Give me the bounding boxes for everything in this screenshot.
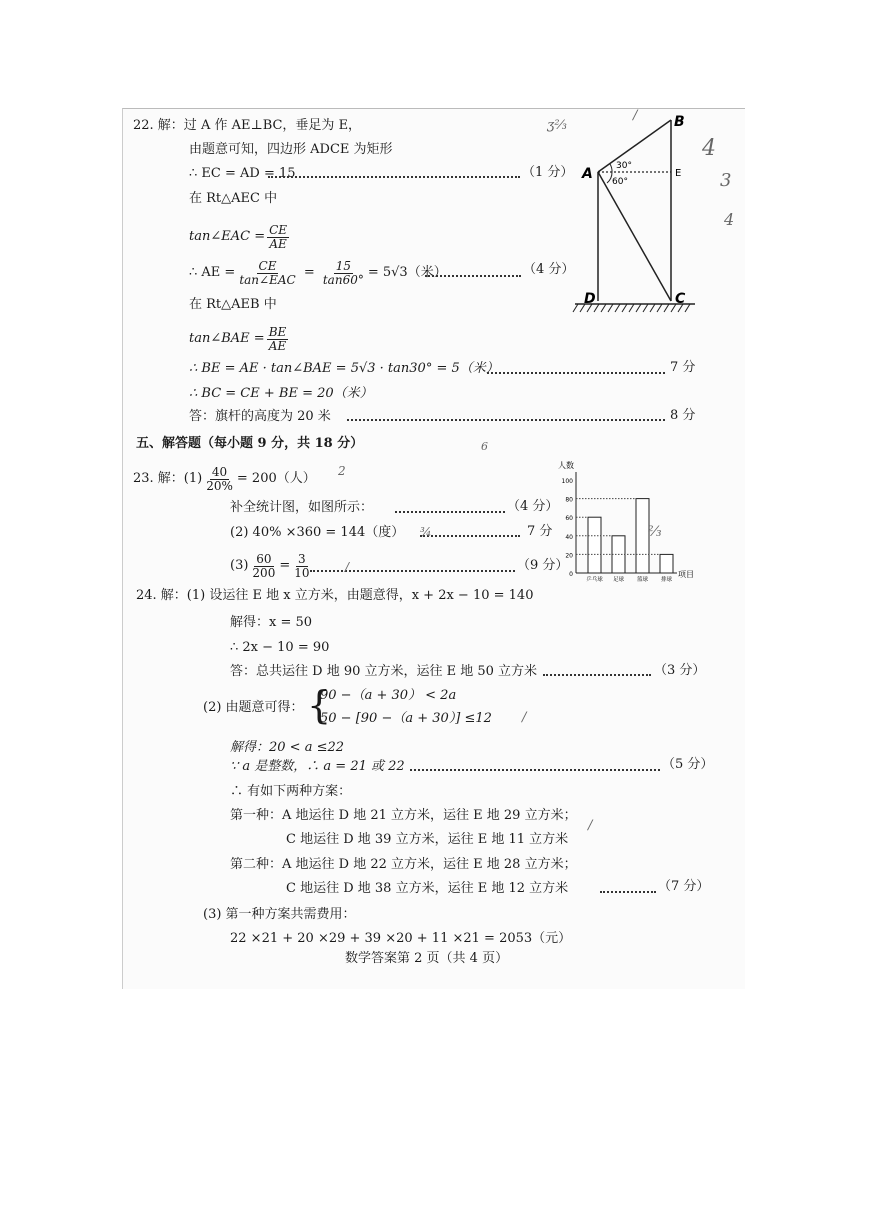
handwritten-mark: /: [522, 710, 527, 725]
handwritten-mark: ⅔: [648, 524, 662, 540]
segment-ab: [598, 120, 671, 172]
q23-fraction: [204, 466, 235, 493]
handwritten-mark: ʒ⅔: [547, 118, 567, 133]
dot-leader: [410, 769, 660, 771]
chart-bar: [660, 554, 673, 573]
label-d: D: [584, 291, 596, 307]
dot-leader: [420, 535, 520, 537]
label-b: B: [674, 114, 685, 130]
q23-line-2: 补全统计图，如图所示：: [230, 500, 374, 515]
q24-line-5: (2) 由题意可得：: [203, 700, 304, 715]
dot-leader: [395, 511, 505, 513]
q23-part1-label: 23. 解：(1): [133, 471, 203, 486]
q24-line-8: ∴ 有如下两种方案：: [230, 784, 352, 799]
denominator: AE: [268, 338, 287, 353]
q23-line-4: (3) $\frac{60}{200}$ = $\frac{3}{10}$: [230, 551, 310, 580]
handwritten-mark: 3: [720, 170, 732, 191]
angle-label-60: 60°: [612, 177, 628, 187]
handwritten-mark: 4: [724, 210, 735, 229]
chart-y-tick-label: 20: [565, 552, 573, 560]
q24-line-2: 解得：x = 50: [230, 615, 313, 630]
geometry-figure: [570, 108, 745, 323]
handwritten-mark: ¾: [420, 525, 432, 539]
chart-x-axis-label: 项目: [678, 570, 694, 579]
q22-tan-eac-label: tan∠EAC =: [189, 229, 266, 244]
q24-plan-2b: C 地运往 D 地 38 立方米，运往 E 地 12 立方米: [286, 881, 569, 896]
handwritten-mark: /: [633, 108, 638, 123]
q22-ae-label: ∴ AE =: [189, 265, 236, 280]
q24-line-4: 答：总共运往 D 地 90 立方米，运往 E 地 50 立方米: [230, 664, 538, 679]
page-footer: 数学答案第 2 页（共 4 页）: [345, 951, 509, 966]
chart-category-label: 排球: [660, 577, 673, 583]
q22-line-4: 在 Rt△AEC 中: [189, 191, 278, 206]
q23-part3-label: (3): [230, 558, 249, 573]
q22-answer: 答：旗杆的高度为 20 米: [189, 409, 331, 424]
q24-plan-2a: 第二种：A 地运往 D 地 22 立方米，运往 E 地 28 立方米；: [230, 857, 577, 872]
q22-line-10: ∴ BC = CE + BE = 20（米）: [189, 386, 373, 401]
numerator: 40: [211, 464, 228, 479]
dot-leader: [600, 891, 656, 893]
numerator: 60: [256, 551, 272, 566]
dot-leader: [487, 372, 665, 374]
q24-plan-1a: 第一种：A 地运往 D 地 21 立方米，运往 E 地 29 立方米；: [230, 808, 577, 823]
denominator: AE: [269, 236, 287, 251]
q23-part1-result: = 200（人）: [236, 471, 316, 486]
q22-line-6: ∴ AE = $\frac{CE}{\text{tan∠EAC}}$ = $\frac{15}{\tan 60^\circ}$ = 5√3（米）: [189, 258, 447, 287]
handwritten-mark: /: [345, 560, 350, 574]
q23-line-1: [133, 462, 316, 496]
q22-score-7: 7 分: [670, 360, 696, 375]
q22-fraction: [267, 326, 289, 353]
denominator: tan60°: [322, 272, 364, 287]
q24-line-7: ∵ a 是整数，∴ a = 21 或 22: [230, 759, 405, 774]
segment-ac: [598, 172, 671, 301]
denominator: 200: [252, 565, 276, 580]
q22-tan-bae-label: tan∠BAE =: [189, 331, 265, 346]
bar-chart: [552, 458, 702, 588]
q24-score-7: （7 分）: [658, 879, 710, 894]
q23-score-4: （4 分）: [507, 499, 559, 514]
system-brace: {: [307, 683, 332, 727]
chart-y-tick-label: 100: [561, 478, 573, 485]
handwritten-mark: 4: [702, 136, 716, 161]
chart-y-tick-label: 40: [565, 533, 573, 541]
dot-leader: [268, 176, 520, 178]
handwritten-mark: 2: [338, 464, 346, 478]
q24-line-14: 22 ×21 + 20 ×29 + 39 ×20 + 11 ×21 = 2053（元）: [230, 931, 572, 946]
chart-category-label: 足球: [612, 577, 625, 583]
chart-y-tick-label: 80: [565, 496, 573, 504]
denominator: 20%: [206, 478, 233, 493]
numerator: CE: [258, 258, 277, 273]
handwritten-mark: /: [588, 818, 593, 833]
q22-line-5: [189, 220, 291, 254]
chart-bar: [588, 517, 601, 573]
chart-category-label: 乒乓球: [586, 577, 603, 583]
q24-inequality-1: 90 −（a + 30） < 2a: [320, 688, 457, 703]
angle-arc-30: [610, 164, 612, 172]
q22-line-1: 22. 解：过 A 作 AE⊥BC，垂足为 E，: [133, 118, 362, 133]
dot-leader: [347, 419, 665, 421]
q22-score-4: （4 分）: [523, 262, 575, 277]
denominator: 10: [294, 565, 310, 580]
q22-fraction: [237, 260, 297, 287]
label-a: A: [582, 166, 593, 182]
q23-score-7: 7 分: [527, 524, 553, 539]
chart-y-tick-label: 60: [565, 515, 573, 523]
numerator: CE: [269, 222, 288, 237]
q24-line-1: 24. 解：(1) 设运往 E 地 x 立方米，由题意得，x + 2x − 10 = 140: [136, 588, 534, 603]
numerator: BE: [268, 324, 287, 339]
q22-score-8: 8 分: [670, 408, 696, 423]
q23-score-9: （9 分）: [517, 558, 569, 573]
q24-line-3: ∴ 2x − 10 = 90: [230, 640, 330, 655]
q23-fraction: [250, 553, 277, 580]
q24-score-3: （3 分）: [654, 663, 706, 678]
q22-line-7: 在 Rt△AEB 中: [189, 297, 277, 312]
numerator: 3: [298, 551, 306, 566]
q23-fraction: [292, 553, 311, 580]
q24-line-6: 解得：20 < a ≤22: [230, 740, 345, 755]
q24-inequality-2: 50 − [90 −（a + 30）] ≤12: [320, 711, 492, 726]
q22-line-2: 由题意可知，四边形 ADCE 为矩形: [189, 142, 393, 157]
chart-category-label: 篮球: [636, 577, 649, 583]
chart-y-axis-label: 人数: [558, 461, 574, 470]
q22-line-8: [189, 322, 290, 356]
q22-line-9: ∴ BE = AE · tan∠BAE = 5√3 · tan30° = 5（米）: [189, 361, 499, 376]
dot-leader: [310, 570, 515, 572]
q24-score-5: （5 分）: [662, 757, 714, 772]
q24-plan-1b: C 地运往 D 地 39 立方米，运往 E 地 11 立方米: [286, 832, 569, 847]
section-five-heading: 五、解答题（每小题 9 分，共 18 分）: [136, 436, 364, 451]
q22-fraction: [267, 224, 289, 251]
q22-ae-result: = 5√3（米）: [367, 265, 447, 280]
dot-leader: [425, 275, 521, 277]
label-c: C: [675, 291, 686, 307]
q23-line-3: (2) 40% ×360 = 144（度）: [230, 525, 405, 540]
q22-line-3: ∴ EC = AD = 15: [189, 166, 296, 181]
denominator: tan∠EAC: [239, 272, 296, 287]
q22-score-1: （1 分）: [522, 165, 574, 180]
handwritten-mark: 6: [481, 440, 488, 453]
label-e: E: [675, 168, 682, 179]
chart-y-tick-label: 0: [569, 571, 573, 578]
q22-fraction: [321, 260, 366, 287]
q24-line-13: (3) 第一种方案共需费用：: [203, 907, 356, 922]
dot-leader: [543, 674, 651, 676]
angle-label-30: 30°: [616, 161, 632, 171]
numerator: 15: [335, 258, 351, 273]
